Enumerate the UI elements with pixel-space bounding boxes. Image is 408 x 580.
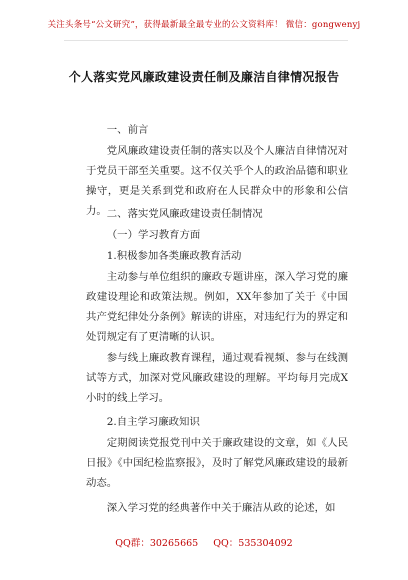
- header-banner: 关注头条号“公文研究”，获得最新最全最专业的公文资料库！ 微信：gongwenyj: [47, 20, 361, 30]
- section-heading-preface: 一、前言: [106, 124, 149, 136]
- document-title: 个人落实党风廉政建设责任制及廉洁自律情况报告: [68, 70, 340, 84]
- item-heading-self-study: 2.自主学习廉政知识: [106, 416, 200, 428]
- footer-contact: [0, 535, 408, 549]
- item-heading-education-activities: 1.积极参加各类廉政教育活动: [106, 250, 242, 262]
- subsection-heading-study: （一）学习教育方面: [106, 229, 201, 241]
- paragraph-preface: 党风廉政建设责任制的落实以及个人廉洁自律情况对于党员干部至关重要。这不仅关乎个人的政治品德和职业操守，更是关系到党和政府在人民群众中的形象和公信力。: [86, 145, 348, 217]
- paragraph-online-courses: 参与线上廉政教育课程，通过观看视频、参与在线测试等方式，加深对党风廉政建设的理解。平均每月完成X小时的线上学习。: [86, 352, 348, 404]
- section-heading-implementation: 二、落实党风廉政建设责任制情况: [106, 208, 263, 220]
- header-divider: [64, 40, 348, 41]
- paragraph-classics: 深入学习党的经典著作中关于廉洁从政的论述，如: [106, 502, 336, 514]
- paragraph-reading: 定期阅读党报党刊中关于廉政建设的文章，如《人民日报》《中国纪检监察报》，及时了解党风廉政建设的最新动态。: [86, 437, 348, 489]
- paragraph-lectures: 主动参与单位组织的廉政专题讲座，深入学习党的廉政建设理论和政策法规。例如，XX年参加了关于《中国共产党纪律处分条例》解读的讲座，对违纪行为的界定和处罚规定有了更清晰的认识。: [86, 271, 348, 343]
- footer-qq-number: QQ：535304092: [213, 538, 293, 549]
- footer-qq-group: QQ群：30265665: [115, 538, 199, 549]
